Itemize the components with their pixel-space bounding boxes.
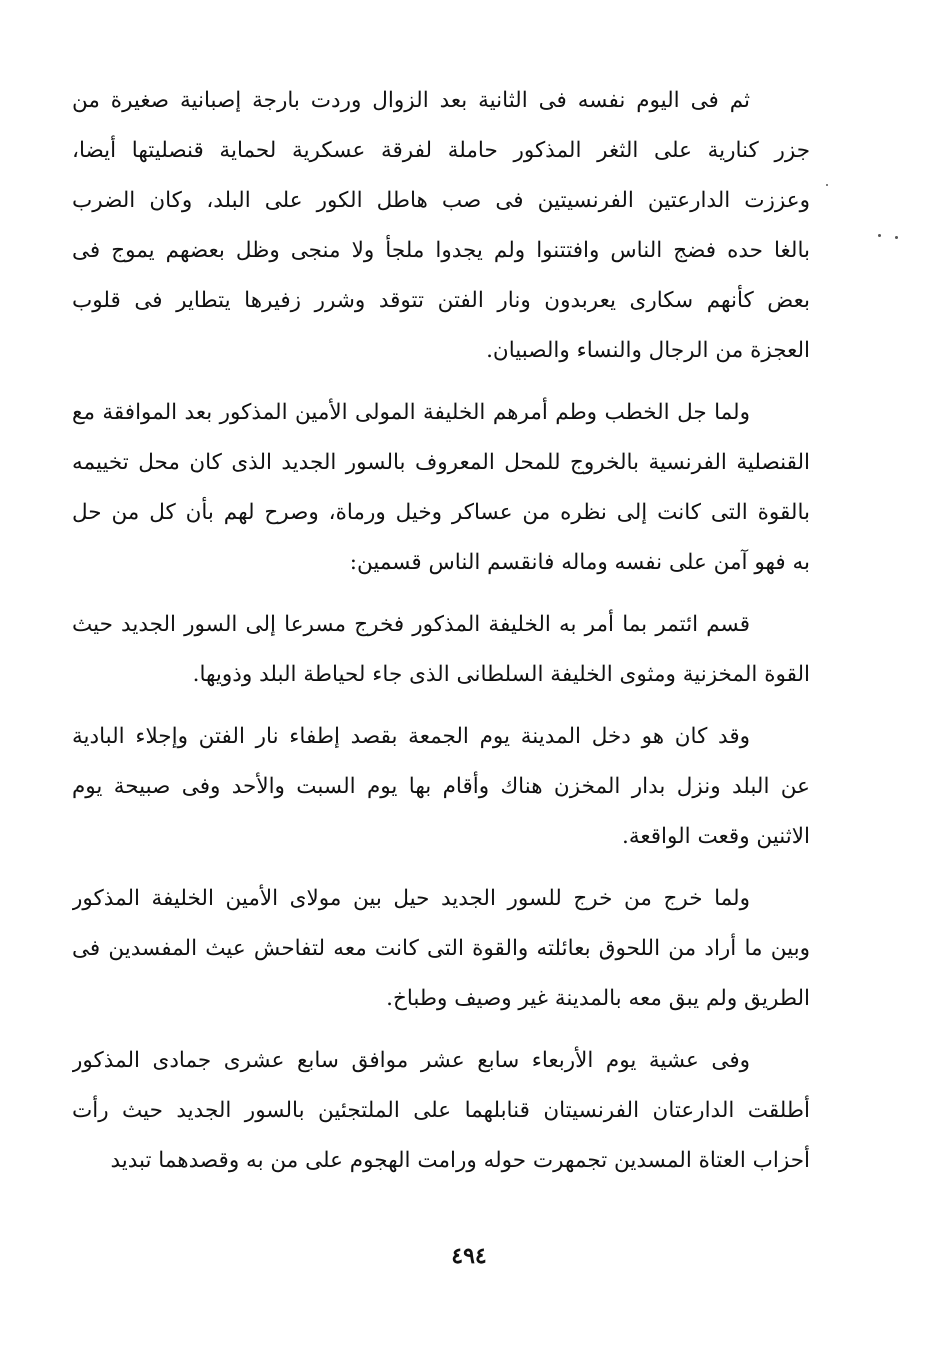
- text-line: ثم فى اليوم نفسه فى الثانية بعد الزوال وردت بارجة إصبانية صغيرة من: [72, 88, 750, 113]
- scan-speck: [826, 184, 828, 186]
- text-line: ولما جل الخطب وطم أمرهم الخليفة المولى الأمين المذكور بعد الموافقة مع: [72, 400, 750, 425]
- paragraph: [72, 76, 810, 376]
- text-line: بالقوة التى كانت إلى نظره من عساكر وخيل ورماة، وصرح لهم بأن كل من حل: [72, 500, 810, 525]
- paragraph-gap: [72, 588, 810, 600]
- text-line: القنصلية الفرنسية بالخروج للمحل المعروف بالسور الجديد الذى كان محل تخييمه: [72, 450, 810, 475]
- text-line: وعززت الدارعتين الفرنسيتين فى صب هاطل الكور على البلد، وكان الضرب: [72, 188, 810, 213]
- text-line: جزر كنارية على الثغر المذكور حاملة لفرقة عسكرية لحماية قنصليتها أيضا،: [72, 138, 810, 163]
- paragraph: [72, 388, 810, 588]
- text-line: وفى عشية يوم الأربعاء سابع عشر موافق سابع عشرى جمادى المذكور: [72, 1048, 750, 1073]
- page-number: ٤٩٤: [451, 1243, 487, 1269]
- text-line: العجزة من الرجال والنساء والصبيان.: [486, 338, 810, 363]
- text-line: وبين ما أراد من اللحوق بعائلته والقوة التى كانت معه لتفاحش عيث المفسدين فى: [72, 936, 810, 961]
- text-line: القوة المخزنية ومثوى الخليفة السلطانى الذى جاء لحياطة البلد وذويها.: [192, 662, 810, 687]
- paragraph-gap: [72, 862, 810, 874]
- scan-speck: [895, 236, 898, 239]
- paragraph: [72, 712, 810, 862]
- paragraph-gap: [72, 1024, 810, 1036]
- text-line: بعض كأنهم سكارى يعربدون ونار الفتن تتوقد وشرر زفيرها يتطاير فى قلوب: [72, 288, 810, 313]
- text-line: قسم ائتمر بما أمر به الخليفة المذكور فخرج مسرعا إلى السور الجديد حيث: [72, 612, 750, 637]
- paragraph: [72, 874, 810, 1024]
- text-line: وقد كان هو دخل المدينة يوم الجمعة بقصد إطفاء نار الفتن وإجلاء البادية: [72, 724, 750, 749]
- text-line: ولما خرج من خرج للسور الجديد حيل بين مولاى الأمين الخليفة المذكور: [72, 886, 750, 911]
- text-line: أطلقت الدارعتان الفرنسيتان قنابلهما على الملتجئين بالسور الجديد حيث رأت: [72, 1098, 810, 1123]
- paragraph: [72, 600, 810, 700]
- text-line: الطريق ولم يبق معه بالمدينة غير وصيف وطباخ.: [386, 986, 810, 1011]
- text-line: به فهو آمن على نفسه وماله فانقسم الناس قسمين:: [349, 550, 810, 575]
- paragraph-gap: [72, 376, 810, 388]
- scan-speck: [878, 234, 881, 237]
- text-line: بالغا حده فضج الناس وافتتنوا ولم يجدوا ملجأ ولا منجى وظل بعضهم يموج فى: [72, 238, 810, 263]
- text-line: عن البلد ونزل بدار المخزن هناك وأقام بها يوم السبت والأحد وفى صبيحة يوم: [72, 774, 810, 799]
- paragraph: [72, 1036, 810, 1186]
- text-line: أحزاب العتاة المسدين تجمهرت حوله ورامت الهجوم على من به وقصدهما تبديد: [110, 1148, 810, 1173]
- paragraph-gap: [72, 700, 810, 712]
- body-text: [72, 76, 810, 1186]
- text-line: الاثنين وقعت الواقعة.: [622, 824, 810, 849]
